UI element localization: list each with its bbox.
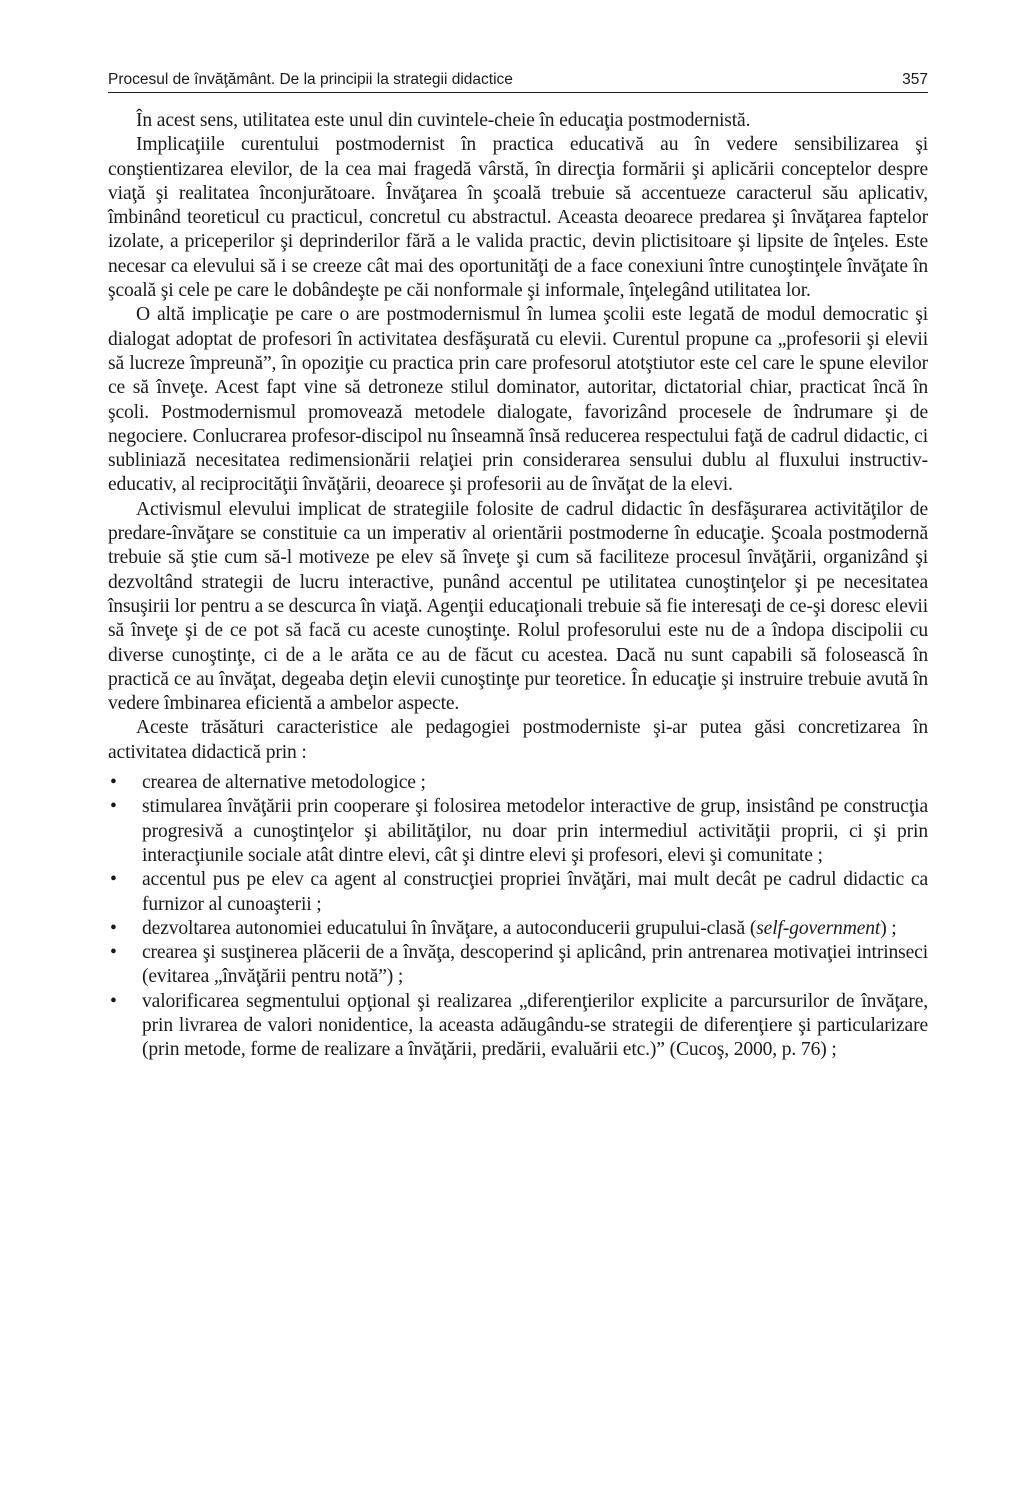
list-item-text: dezvoltarea autonomiei educatului în învăţare, a autoconducerii grupului-clasă ( <box>142 917 757 939</box>
list-item <box>108 795 928 868</box>
page-number: 357 <box>902 71 928 88</box>
paragraph: Implicaţiile curentului postmodernist în practica educativă au în vedere sensibilizarea şi conştientizarea elevilor, de la cea mai fragedă vârstă, în direcţia formării şi aplicării conceptelor despre viaţă şi realitatea înconjurătoare. Învăţarea în şcoală trebuie să accentueze caracterul său aplicativ, îmbinând teoreticul cu practicul, concretul cu abstractul. Aceasta deoarece predarea şi învăţarea faptelor izolate, a priceperilor şi deprinderilor fără a le valida practic, devin plictisitoare şi lipsite de înţeles. Este necesar ca elevului să i se creeze cât mai des oportunităţi de a face conexiuni între cunoştinţele învăţate în şcoală şi cele pe care le dobândeşte pe căi nonformale şi informale, înţelegând utilitatea lor. <box>108 134 928 302</box>
paragraph: O altă implicaţie pe care o are postmodernismul în lumea şcolii este legată de modul democratic şi dialogat adoptat de profesori în activitatea desfăşurată cu elevii. Curentul propune ca „profesorii şi elevii să lucreze împreună”, în opoziţie cu practica prin care profesorul atotştiutor este cel care le spune elevilor ce să înveţe. Acest fapt vine să detroneze stilul dominator, autoritar, dictatorial chiar, practicat încă în şcoli. Postmodernismul promovează metodele dialogate, favorizând procesele de îndrumare şi de negociere. Conlucrarea profesor-discipol nu înseamnă însă reducerea respectului faţă de cadrul didactic, ci subliniază necesitatea redimensionării relaţiei prin considerarea sensului dublu al fluxului instructiv-educativ, al reciprocităţii învăţării, deoarece şi profesorii au de învăţat de la elevi. <box>108 304 928 496</box>
list-item-text: stimularea învăţării prin cooperare şi folosirea metodelor interactive de grup, insistând pe construcţia progresivă a cunoştinţelor şi abilităţilor, nu doar prin intermediul activităţii proprii, ci şi prin interacţiunile sociale atât dintre elevi, cât şi dintre elevi şi profesori, elevi şi comunitate ; <box>142 796 928 866</box>
bullet-icon: • <box>110 796 117 818</box>
body-text <box>108 109 928 1063</box>
list-item <box>108 771 928 795</box>
paragraph: Activismul elevului implicat de strategiile folosite de cadrul didactic în desfăşurarea activităţilor de predare-învăţare se constituie ca un imperativ al orientării postmoderne în educaţie. Şcoala postmodernă trebuie să ştie cum să-l motiveze pe elev să înveţe şi cum să faciliteze procesul învăţării, organizând şi dezvoltând strategii de lucru interactive, punând accentul pe utilitatea cunoştinţelor şi pe necesitatea însuşirii lor pentru a se descurca în viaţă. Agenţii educaţionali trebuie să fie interesaţi de ce-şi doresc elevii să înveţe şi de ce pot să facă cu aceste cunoştinţe. Rolul profesorului este nu de a îndopa discipolii cu diverse cunoştinţe, ci de a le arăta ce au de făcut cu acestea. Dacă nu sunt capabili să folosească în practică ce au învăţat, degeaba deţin elevii cunoştinţe pur teoretice. În educaţie şi instruire trebuie avută în vedere îmbinarea eficientă a ambelor aspecte. <box>108 498 928 715</box>
list-item-text: crearea şi susţinerea plăcerii de a învăţa, descoperind şi aplicând, prin antrenarea motivaţiei intrinseci (evitarea „învăţării pentru notă”) ; <box>142 942 928 988</box>
list-item-text: valorificarea segmentului opţional şi realizarea „diferenţierilor explicite a parcursurilor de învăţare, prin livrarea de valori nonidentice, la aceasta adăugându-se strategii de diferenţiere şi particularizare (prin metode, forme de realizare a învăţării, predării, evaluării etc.)” (Cucoş, 2000, p. 76) ; <box>142 990 928 1061</box>
list-item-text-tail: ) ; <box>880 917 897 939</box>
book-page <box>108 70 928 1063</box>
list-item <box>108 868 928 917</box>
list-item-text: crearea de alternative metodologice ; <box>142 772 426 794</box>
bullet-icon: • <box>110 990 117 1012</box>
bullet-icon: • <box>110 917 117 939</box>
bullet-icon: • <box>110 772 117 794</box>
running-title: Procesul de învăţământ. De la principii la strategii didactice <box>108 71 513 88</box>
list-item <box>108 917 928 941</box>
list-item <box>108 941 928 990</box>
running-header <box>108 70 928 93</box>
list-item <box>108 990 928 1063</box>
bullet-icon: • <box>110 942 117 964</box>
list-item-text: accentul pus pe elev ca agent al construcţiei propriei învăţări, mai mult decât pe cadrul didactic ca furnizor al cunoaşterii ; <box>142 869 928 915</box>
bullet-icon: • <box>110 869 117 891</box>
bullet-list <box>108 771 928 1063</box>
paragraph: Aceste trăsături caracteristice ale pedagogiei postmoderniste şi-ar putea găsi concretizarea în activitatea didactică prin : <box>108 717 928 763</box>
paragraph: În acest sens, utilitatea este unul din cuvintele-cheie în educaţia postmodernistă. <box>136 110 751 131</box>
italic-term: self-government <box>756 917 881 939</box>
